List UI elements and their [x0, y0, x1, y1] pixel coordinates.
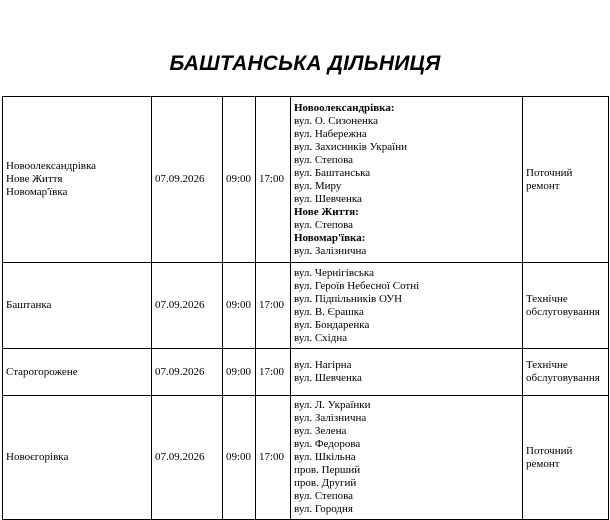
work-type-cell	[523, 263, 609, 349]
work-type-cell	[523, 97, 609, 263]
street-item: вул. Городня	[294, 503, 353, 515]
location-name: Новоєгорівка	[6, 451, 69, 463]
street-item: пров. Другий	[294, 477, 357, 489]
street-item: вул. Степова	[294, 490, 354, 502]
start-time-cell: 09:00	[223, 349, 256, 396]
street-item: вул. Степова	[294, 153, 354, 166]
date-cell: 07.09.2026	[152, 263, 223, 349]
schedule-table	[2, 96, 609, 520]
work-type-text: ремонт	[526, 457, 560, 470]
schedule-body	[3, 97, 609, 520]
locations-cell	[3, 349, 152, 396]
street-item: вул. О. Сизоненка	[294, 114, 378, 127]
work-type-text: ремонт	[526, 179, 560, 192]
street-item: вул. Миру	[294, 179, 342, 192]
street-item: вул. Залізнична	[294, 412, 367, 424]
locations-cell	[3, 263, 152, 349]
table-row	[3, 396, 609, 520]
street-item: вул. Залізнична	[294, 244, 367, 257]
street-item: вул. Степова	[294, 218, 354, 231]
street-item: вул. Східна	[294, 331, 348, 344]
end-time-cell: 17:00	[256, 349, 291, 396]
streets-cell	[291, 97, 523, 263]
street-item: пров. Перший	[294, 464, 361, 476]
street-item: вул. Шкільна	[294, 451, 356, 463]
work-type-text: обслуговування	[526, 305, 600, 318]
street-item: вул. Героїв Небесної Сотні	[294, 279, 420, 292]
location-name: Баштанка	[6, 299, 52, 311]
street-item: вул. Набережна	[294, 127, 367, 140]
work-type-text: Поточний	[526, 166, 573, 179]
page-title: БАШТАНСЬКА ДІЛЬНИЦЯ	[169, 52, 441, 75]
settlement-header: Нове Життя:	[294, 205, 359, 218]
street-item: вул. Підпільників ОУН	[294, 292, 403, 305]
street-item: вул. Шевченка	[294, 192, 362, 205]
streets-cell	[291, 396, 523, 520]
table-row	[3, 97, 609, 263]
table-row	[3, 349, 609, 396]
locations-cell	[3, 97, 152, 263]
work-type-cell	[523, 396, 609, 520]
date-cell: 07.09.2026	[152, 349, 223, 396]
table-row	[3, 263, 609, 349]
start-time-cell: 09:00	[223, 396, 256, 520]
start-time-cell: 09:00	[223, 97, 256, 263]
location-name: Новомар'ївка	[6, 186, 68, 198]
end-time-cell: 17:00	[256, 396, 291, 520]
street-item: вул. В. Єрашка	[294, 305, 364, 318]
location-name: Нове Життя	[6, 173, 63, 185]
location-name: Старогорожене	[6, 365, 78, 378]
street-item: вул. Зелена	[294, 425, 347, 437]
locations-cell	[3, 396, 152, 520]
work-type-text: Технічне	[526, 292, 568, 305]
work-type-text: обслуговування	[526, 372, 600, 384]
start-time-cell: 09:00	[223, 263, 256, 349]
streets-cell	[291, 263, 523, 349]
location-name: Новоолександрівка	[6, 160, 97, 172]
street-item: вул. Нагірна	[294, 359, 352, 371]
end-time-cell: 17:00	[256, 97, 291, 263]
street-item: вул. Л. Українки	[294, 399, 371, 411]
work-type-cell	[523, 349, 609, 396]
date-cell: 07.09.2026	[152, 97, 223, 263]
settlement-header: Новоолександрівка:	[294, 101, 395, 114]
street-item: вул. Баштанська	[294, 166, 371, 179]
streets-cell	[291, 349, 523, 396]
end-time-cell: 17:00	[256, 263, 291, 349]
street-item: вул. Захисників України	[294, 140, 407, 153]
date-cell: 07.09.2026	[152, 396, 223, 520]
street-item: вул. Чернігівська	[294, 266, 374, 279]
street-item: вул. Шевченка	[294, 372, 362, 384]
settlement-header: Новомар'ївка:	[294, 231, 366, 244]
work-type-text: Технічне	[526, 359, 568, 371]
work-type-text: Поточний	[526, 444, 573, 457]
street-item: вул. Федорова	[294, 438, 361, 450]
street-item: вул. Бондаренка	[294, 318, 370, 331]
